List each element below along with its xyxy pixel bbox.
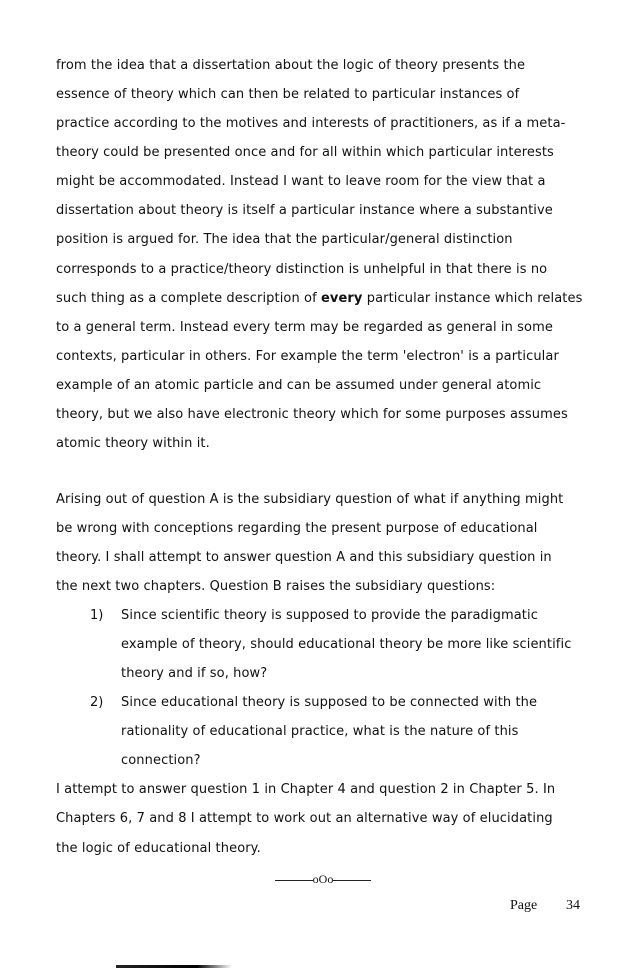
paragraph3-line: I attempt to answer question 1 in Chapter 4 and question 2 in Chapter 5. In xyxy=(56,782,556,797)
paragraph1-line xyxy=(56,291,582,306)
list-item-line: example of theory, should educational theory be more like scientific xyxy=(121,637,572,652)
page-number: 34 xyxy=(566,898,580,913)
paragraph2-line: theory. I shall attempt to answer question A and this subsidiary question in xyxy=(56,550,552,565)
paragraph2-line: the next two chapters. Question B raises the subsidiary questions: xyxy=(56,579,496,594)
paragraph1-line: example of an atomic particle and can be assumed under general atomic xyxy=(56,378,542,393)
section-separator xyxy=(268,872,378,887)
paragraph3-line: Chapters 6, 7 and 8 I attempt to work out an alternative way of elucidating xyxy=(56,811,553,826)
paragraph1-line: theory could be presented once and for all within which particular interests xyxy=(56,145,554,160)
line-post: particular instance which relates xyxy=(362,291,583,306)
list-item-line: rationality of educational practice, what is the nature of this xyxy=(121,724,519,739)
page-label: Page xyxy=(510,898,538,913)
paragraph2-line: be wrong with conceptions regarding the present purpose of educational xyxy=(56,521,538,536)
list-item-line: connection? xyxy=(121,753,201,768)
paragraph1-line: from the idea that a dissertation about the logic of theory presents the xyxy=(56,58,526,73)
paragraph1-line: essence of theory which can then be related to particular instances of xyxy=(56,87,520,102)
paragraph1-line: to a general term. Instead every term may be regarded as general in some xyxy=(56,320,553,335)
paragraph1-line: practice according to the motives and interests of practitioners, as if a meta- xyxy=(56,116,566,131)
paragraph1-line: contexts, particular in others. For example the term 'electron' is a particular xyxy=(56,349,559,364)
scan-mark xyxy=(116,965,232,968)
separator-rule-right xyxy=(333,880,371,881)
paragraph2-line: Arising out of question A is the subsidiary question of what if anything might xyxy=(56,492,564,507)
line-pre: such thing as a complete description of xyxy=(56,291,322,306)
list-item-number: 1) xyxy=(90,608,104,623)
paragraph1-line: dissertation about theory is itself a particular instance where a substantive xyxy=(56,203,553,218)
paragraph3-line: the logic of educational theory. xyxy=(56,841,261,856)
separator-rule-left xyxy=(275,880,313,881)
paragraph1-line: position is argued for. The idea that the particular/general distinction xyxy=(56,232,513,247)
emphasis-every: every xyxy=(321,291,363,306)
list-item-line: Since educational theory is supposed to be connected with the xyxy=(121,695,538,710)
list-item-line: Since scientific theory is supposed to provide the paradigmatic xyxy=(121,608,538,623)
paragraph1-line: corresponds to a practice/theory distinction is unhelpful in that there is no xyxy=(56,262,548,277)
separator-mark: oOo xyxy=(312,872,334,886)
paragraph1-line: might be accommodated. Instead I want to leave room for the view that a xyxy=(56,174,546,189)
list-item-line: theory and if so, how? xyxy=(121,666,268,681)
list-item-number: 2) xyxy=(90,695,104,710)
paragraph1-line: atomic theory within it. xyxy=(56,436,210,451)
paragraph1-line: theory, but we also have electronic theory which for some purposes assumes xyxy=(56,407,568,422)
